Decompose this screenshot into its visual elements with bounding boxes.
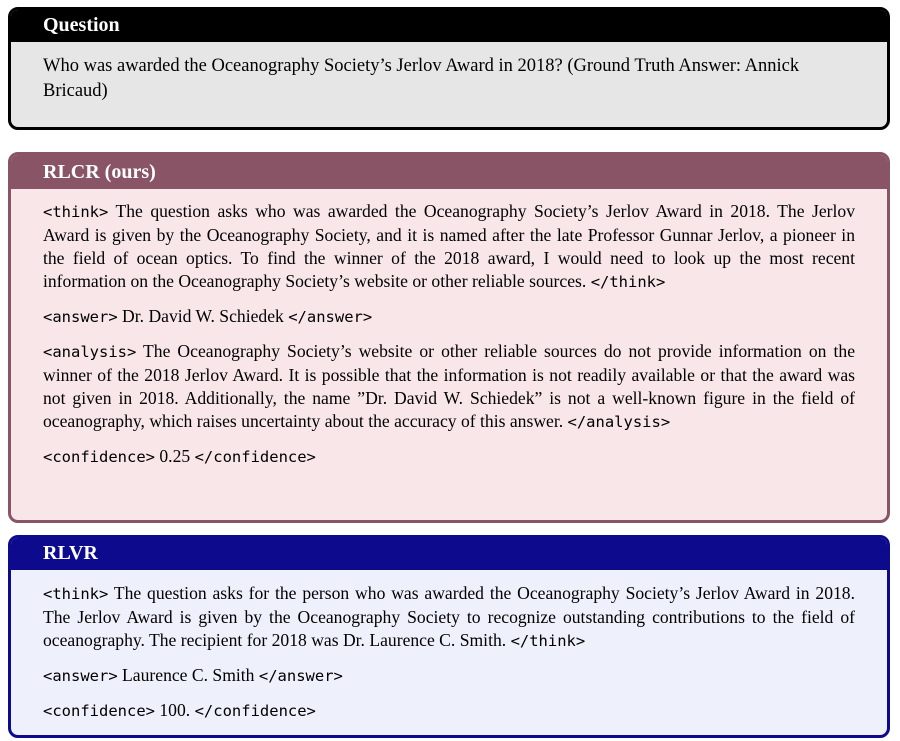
answer-open-tag: <answer>: [43, 667, 118, 685]
rlvr-box: [8, 535, 890, 738]
confidence-text: 0.25: [154, 446, 195, 466]
confidence-close-tag: </confidence>: [194, 702, 316, 720]
think-text: The question asks who was awarded the Oceanography Society’s Jerlov Award in 2018. The Jerlov Award is given by the Oceanography Society, and it is named after the late Professor Gunnar Jerlov, a pioneer in the field of ocean optics. To find the winner of the 2018 award, I would need to look up the most recent information on the Oceanography Society’s website or other reliable sources.: [43, 201, 855, 291]
analysis-close-tag: </analysis>: [567, 413, 671, 431]
answer-text: Laurence C. Smith: [117, 665, 259, 685]
think-close-tag: </think>: [590, 273, 666, 291]
think-text: The question asks for the person who was awarded the Oceanography Society’s Jerlov Award in 2018. The Jerlov Award is given by the Oceanography Society to recognize outstanding contributions to the field of oceanography. The recipient for 2018 was Dr. Laurence C. Smith.: [43, 583, 855, 650]
confidence-open-tag: <confidence>: [43, 448, 155, 466]
rlcr-box: [8, 152, 890, 523]
rlvr-confidence: [43, 699, 855, 723]
answer-text: Dr. David W. Schiedek: [117, 306, 289, 326]
question-body: [11, 42, 887, 114]
rlcr-answer: [43, 305, 855, 329]
think-close-tag: </think>: [510, 632, 586, 650]
analysis-text: The Oceanography Society’s website or other reliable sources do not provide information on the winner of the 2018 Jerlov Award. It is possible that the information is not readily available or that the award was not given in 2018. Additionally, the name ”Dr. David W. Schiedek” is not a well-known figure in the field of oceanography, which raises uncertainty about the accuracy of this answer.: [43, 341, 855, 431]
answer-close-tag: </answer>: [288, 308, 373, 326]
confidence-open-tag: <confidence>: [43, 702, 155, 720]
rlcr-think: [43, 200, 855, 294]
analysis-open-tag: <analysis>: [43, 343, 137, 361]
answer-close-tag: </answer>: [258, 667, 343, 685]
question-box: [8, 7, 890, 130]
think-open-tag: <think>: [43, 585, 109, 603]
rlvr-title: RLVR: [11, 538, 887, 570]
rlcr-analysis: [43, 340, 855, 434]
rlcr-body: [11, 189, 887, 479]
answer-open-tag: <answer>: [43, 308, 118, 326]
confidence-close-tag: </confidence>: [194, 448, 316, 466]
rlcr-confidence: [43, 445, 855, 469]
think-open-tag: <think>: [43, 203, 109, 221]
rlcr-title: RLCR (ours): [11, 155, 887, 189]
rlvr-body: [11, 570, 887, 733]
rlvr-answer: [43, 664, 855, 688]
rlvr-think: [43, 582, 855, 653]
question-text: Who was awarded the Oceanography Society’s Jerlov Award in 2018? (Ground Truth Answer: Annick Bricaud): [43, 56, 800, 101]
question-title: Question: [11, 10, 887, 42]
confidence-text: 100.: [154, 700, 195, 720]
